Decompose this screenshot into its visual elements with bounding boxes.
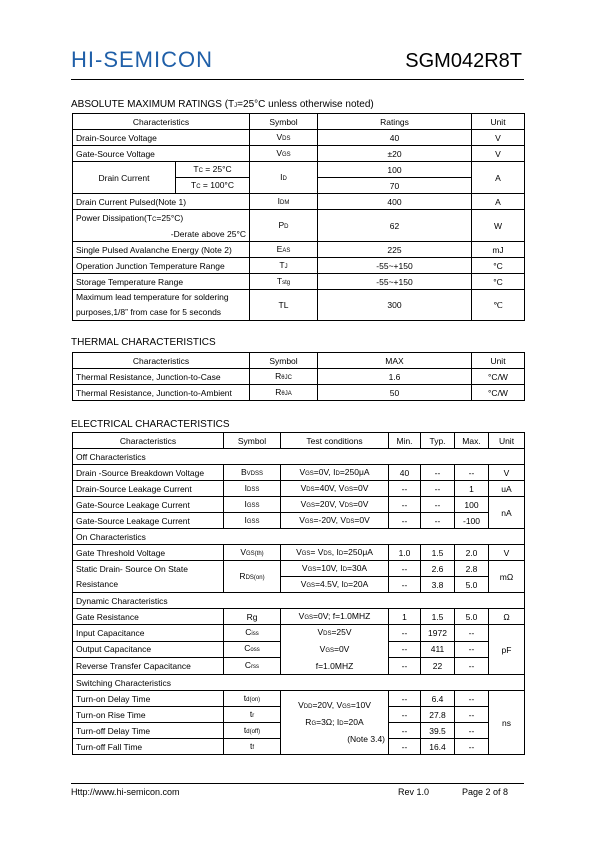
cond-cell: VGS=0V, ID=250μA xyxy=(281,465,389,481)
value-cell: 62 xyxy=(318,210,472,242)
sym-main: t xyxy=(249,740,253,751)
max-cell: 2.0 xyxy=(455,545,489,561)
sym-sub: J xyxy=(284,263,288,270)
header-rule xyxy=(71,79,524,80)
section-label: Switching Characteristics xyxy=(73,675,525,691)
typ-cell: 16.4 xyxy=(421,739,455,755)
char-line-2: -Derate above 25°C xyxy=(170,228,246,239)
unit-cell: A xyxy=(472,194,525,210)
char-cell: Input Capacitance xyxy=(73,625,224,642)
typ-cell: -- xyxy=(421,465,455,481)
sym-main: P xyxy=(278,219,285,230)
max-cell: -- xyxy=(455,625,489,642)
table-header-row xyxy=(73,114,525,130)
sym-sub: θJA xyxy=(281,390,292,397)
sym-main: C xyxy=(244,660,252,671)
value-cell: 100 xyxy=(318,162,472,178)
cond-sub: C xyxy=(196,183,201,190)
unit-cell: nA xyxy=(489,497,525,529)
typ-cell: 1.5 xyxy=(421,609,455,625)
table-row xyxy=(73,258,525,274)
typ-cell: 22 xyxy=(421,658,455,675)
header-cell: Symbol xyxy=(250,114,318,130)
symbol-cell xyxy=(224,625,281,642)
sym-sub: GS(th) xyxy=(246,550,264,557)
min-cell: -- xyxy=(389,707,421,723)
unit-cell: °C xyxy=(472,274,525,290)
char-main: Power Dissipation(T xyxy=(76,212,153,223)
cond-rest: = 25°C xyxy=(202,163,232,174)
typ-cell: -- xyxy=(421,497,455,513)
sym-sub: stg xyxy=(282,279,291,286)
symbol-cell xyxy=(250,162,318,194)
char-cell: Drain -Source Breakdown Voltage xyxy=(73,465,224,481)
abs-max-title xyxy=(71,99,374,110)
value-cell: 50 xyxy=(318,385,472,401)
sym-main: V xyxy=(240,546,246,557)
unit-cell: uA xyxy=(489,481,525,497)
section-label: Off Characteristics xyxy=(73,449,525,465)
max-cell: 2.8 xyxy=(455,561,489,577)
sym-main: I xyxy=(244,514,247,525)
unit-cell: mΩ xyxy=(489,561,525,593)
typ-cell: 1.5 xyxy=(421,545,455,561)
unit-cell: mJ xyxy=(472,242,525,258)
header-cell: Characteristics xyxy=(73,114,250,130)
header-cell: Test conditions xyxy=(281,433,389,449)
table-header-row xyxy=(73,433,525,449)
min-cell: -- xyxy=(389,481,421,497)
min-cell: -- xyxy=(389,723,421,739)
symbol-cell xyxy=(250,369,318,385)
cap-cond-cell xyxy=(281,625,389,675)
symbol-cell xyxy=(224,561,281,593)
sym-main: B xyxy=(240,466,247,477)
cond-cell: VGS=4.5V, ID=20A xyxy=(281,577,389,593)
table-row xyxy=(73,210,525,242)
cap-cond-line: VGS=0V xyxy=(319,644,350,654)
sw-cond-line: VDD=20V, VGS=10V xyxy=(298,700,371,710)
min-cell: -- xyxy=(389,691,421,707)
cap-cond-line: VDS=25V xyxy=(317,627,352,637)
symbol-cell xyxy=(250,146,318,162)
symbol-cell xyxy=(250,258,318,274)
sym-sub: DS(on) xyxy=(245,574,265,581)
sym-main: R xyxy=(239,570,246,581)
sym-main: I xyxy=(280,171,283,182)
char-cell: Gate-Source Voltage xyxy=(73,146,250,162)
char-cell xyxy=(73,561,224,593)
unit-cell: °C/W xyxy=(472,385,525,401)
footer-rule xyxy=(71,783,524,784)
table-row xyxy=(73,561,525,577)
char-cell: Operation Junction Temperature Range xyxy=(73,258,250,274)
max-cell: -100 xyxy=(455,513,489,529)
max-cell: -- xyxy=(455,641,489,658)
sym-sub: iss xyxy=(251,630,259,637)
value-cell: 70 xyxy=(318,178,472,194)
abs-max-title-text: ABSOLUTE MAXIMUM RATINGS (T xyxy=(71,99,235,110)
thermal-title: THERMAL CHARACTERISTICS xyxy=(71,337,216,348)
table-row xyxy=(73,130,525,146)
sym-main: E xyxy=(276,243,283,254)
sym-sub: rss xyxy=(251,664,260,671)
char-cell: Drain Current xyxy=(73,162,176,194)
typ-cell: 3.8 xyxy=(421,577,455,593)
min-cell: -- xyxy=(389,513,421,529)
unit-cell: ns xyxy=(489,691,525,755)
cond-cell xyxy=(176,178,250,194)
abs-max-table xyxy=(72,113,525,321)
char-cell xyxy=(73,290,250,321)
symbol-cell xyxy=(224,545,281,561)
cond-cell: VGS=10V, ID=30A xyxy=(281,561,389,577)
char-cell xyxy=(73,210,250,242)
sym-sub: DS xyxy=(282,135,291,142)
table-row xyxy=(73,513,525,529)
value-cell: 1.6 xyxy=(318,369,472,385)
sym-sub: f xyxy=(252,744,255,751)
header-cell: Typ. xyxy=(421,433,455,449)
abs-max-title-rest: =25°C unless otherwise noted) xyxy=(237,99,374,110)
symbol-cell xyxy=(250,274,318,290)
table-row xyxy=(73,545,525,561)
sw-cond-line: RG=3Ω; ID=20A xyxy=(305,717,364,727)
char-cell: Turn-on Delay Time xyxy=(73,691,224,707)
char-cell: Turn-off Fall Time xyxy=(73,739,224,755)
unit-cell: Ω xyxy=(489,609,525,625)
sym-sub: r xyxy=(252,712,255,719)
max-cell: 5.0 xyxy=(455,577,489,593)
sw-cond-line: (Note 3.4) xyxy=(347,734,385,744)
unit-cell: W xyxy=(472,210,525,242)
min-cell: 1.0 xyxy=(389,545,421,561)
value-cell: -55~+150 xyxy=(318,274,472,290)
cond-cell: VGS=0V; f=1.0MHZ xyxy=(281,609,389,625)
unit-cell: V xyxy=(489,545,525,561)
sym-sub: D xyxy=(284,223,289,230)
sym-sub: GSS xyxy=(246,502,260,509)
symbol-cell xyxy=(224,641,281,658)
symbol-cell xyxy=(224,707,281,723)
typ-cell: 27.8 xyxy=(421,707,455,723)
min-cell: -- xyxy=(389,658,421,675)
table-row xyxy=(73,481,525,497)
section-row xyxy=(73,593,525,609)
sym-main: V xyxy=(276,147,282,158)
sym-main: t xyxy=(249,708,253,719)
sym-sub: D xyxy=(282,175,287,182)
char-line-1 xyxy=(76,211,246,227)
min-cell: -- xyxy=(389,561,421,577)
header-cell: Symbol xyxy=(224,433,281,449)
symbol-cell xyxy=(250,130,318,146)
sym-main: T xyxy=(279,259,285,270)
sym-sub: DM xyxy=(280,199,290,206)
max-cell: -- xyxy=(455,691,489,707)
abs-max-title-sub: J xyxy=(234,103,238,109)
header-cell: Symbol xyxy=(250,353,318,369)
max-cell: -- xyxy=(455,465,489,481)
sym-main: t xyxy=(243,692,247,703)
cond-cell: VGS=20V, VDS=0V xyxy=(281,497,389,513)
company-logo: HI-SEMICON xyxy=(71,47,213,72)
header-cell: Unit xyxy=(472,353,525,369)
sym-main: R xyxy=(275,386,282,397)
unit-cell: °C xyxy=(472,258,525,274)
table-header-row xyxy=(73,353,525,369)
unit-cell: V xyxy=(489,465,525,481)
value-cell: -55~+150 xyxy=(318,258,472,274)
max-cell: -- xyxy=(455,739,489,755)
sym-sub: GS xyxy=(282,151,291,158)
symbol-cell xyxy=(250,210,318,242)
symbol-cell xyxy=(250,242,318,258)
table-row xyxy=(73,385,525,401)
symbol-cell xyxy=(224,691,281,707)
section-row xyxy=(73,529,525,545)
char-cell: Turn-off Delay Time xyxy=(73,723,224,739)
typ-cell: 39.5 xyxy=(421,723,455,739)
sym-sub: DSS xyxy=(247,486,260,493)
min-cell: 1 xyxy=(389,609,421,625)
sym-sub: θJC xyxy=(281,374,292,381)
sym-sub: d(off) xyxy=(246,728,261,735)
sym-sub: d(on) xyxy=(246,696,261,703)
min-cell: -- xyxy=(389,577,421,593)
char-line-2: purposes,1/8” from case for 5 seconds xyxy=(76,307,222,317)
symbol-cell xyxy=(224,513,281,529)
symbol-cell xyxy=(224,497,281,513)
sym-sub: GSS xyxy=(246,518,260,525)
char-cell: Single Pulsed Avalanche Energy (Note 2) xyxy=(73,242,250,258)
symbol-cell xyxy=(224,465,281,481)
header-cell: Unit xyxy=(489,433,525,449)
char-line-1: Static Drain- Source On State xyxy=(76,563,188,574)
thermal-table xyxy=(72,352,525,401)
unit-cell: V xyxy=(472,146,525,162)
sym-main: C xyxy=(244,643,251,654)
table-row xyxy=(73,609,525,625)
table-row xyxy=(73,242,525,258)
unit-cell: °C/W xyxy=(472,369,525,385)
electrical-table xyxy=(72,432,525,755)
sym-main: I xyxy=(277,195,281,206)
value-cell: 40 xyxy=(318,130,472,146)
table-row xyxy=(73,369,525,385)
cond-main: T xyxy=(193,163,199,174)
unit-cell: A xyxy=(472,162,525,194)
symbol-cell xyxy=(224,723,281,739)
max-cell: -- xyxy=(455,707,489,723)
sym-main: t xyxy=(243,724,247,735)
char-sub: C xyxy=(152,216,157,223)
section-row xyxy=(73,449,525,465)
cond-main: T xyxy=(191,179,197,190)
cap-cond-line: f=1.0MHZ xyxy=(315,661,354,671)
char-line-2: Resistance xyxy=(76,578,119,589)
value-cell: 300 xyxy=(318,290,472,321)
section-row xyxy=(73,675,525,691)
max-cell: -- xyxy=(455,658,489,675)
char-cell: Reverse Transfer Capacitance xyxy=(73,658,224,675)
header-cell: Ratings xyxy=(318,114,472,130)
char-cell: Gate-Source Leakage Current xyxy=(73,513,224,529)
sym-sub: AS xyxy=(282,247,291,254)
section-label: Dynamic Characteristics xyxy=(73,593,525,609)
table-row xyxy=(73,691,525,707)
cond-cell: VDS=40V, VGS=0V xyxy=(281,481,389,497)
min-cell: -- xyxy=(389,625,421,642)
cond-rest: = 100°C xyxy=(200,179,234,190)
sym-main: C xyxy=(245,626,252,637)
sym-main: V xyxy=(276,131,283,142)
table-row xyxy=(73,162,525,178)
electrical-title: ELECTRICAL CHARACTERISTICS xyxy=(71,419,230,430)
char-cell: Gate-Source Leakage Current xyxy=(73,497,224,513)
table-row xyxy=(73,497,525,513)
table-row xyxy=(73,194,525,210)
header-cell: Characteristics xyxy=(73,353,250,369)
char-cell: Output Capacitance xyxy=(73,641,224,658)
header-cell: MAX xyxy=(318,353,472,369)
typ-cell: -- xyxy=(421,513,455,529)
sw-cond-cell xyxy=(281,691,389,755)
cond-cell xyxy=(176,162,250,178)
value-cell: ±20 xyxy=(318,146,472,162)
char-line-1: Maximum lead temperature for soldering xyxy=(76,292,229,302)
symbol-cell: TL xyxy=(250,290,318,321)
unit-cell: pF xyxy=(489,625,525,675)
sym-main: T xyxy=(276,275,283,286)
section-label: On Characteristics xyxy=(73,529,525,545)
symbol-cell xyxy=(224,658,281,675)
header-cell: Min. xyxy=(389,433,421,449)
table-row xyxy=(73,465,525,481)
cond-cell: VGS=-20V, VDS=0V xyxy=(281,513,389,529)
unit-cell: V xyxy=(472,130,525,146)
typ-cell: 6.4 xyxy=(421,691,455,707)
table-row xyxy=(73,290,525,321)
sym-sub: oss xyxy=(250,647,260,654)
min-cell: -- xyxy=(389,641,421,658)
sym-main: I xyxy=(244,498,247,509)
footer-page-number: Page 2 of 8 xyxy=(462,787,509,797)
sym-main: R xyxy=(275,370,282,381)
char-cell: Drain-Source Leakage Current xyxy=(73,481,224,497)
part-number: SGM042R8T xyxy=(405,50,522,72)
typ-cell: 2.6 xyxy=(421,561,455,577)
typ-cell: 1972 xyxy=(421,625,455,642)
char-cell: Thermal Resistance, Junction-to-Ambient xyxy=(73,385,250,401)
cond-sub: C xyxy=(198,167,203,174)
cond-cell: VGS= VDS, ID=250μA xyxy=(281,545,389,561)
typ-cell: -- xyxy=(421,481,455,497)
min-cell: 40 xyxy=(389,465,421,481)
char-cell: Drain Current Pulsed(Note 1) xyxy=(73,194,250,210)
min-cell: -- xyxy=(389,497,421,513)
symbol-cell xyxy=(224,481,281,497)
char-cell: Turn-on Rise Time xyxy=(73,707,224,723)
header-cell: Max. xyxy=(455,433,489,449)
symbol-cell xyxy=(250,385,318,401)
footer-url[interactable]: Http://www.hi-semicon.com xyxy=(71,787,180,797)
char-rest: =25°C) xyxy=(156,212,184,223)
min-cell: -- xyxy=(389,739,421,755)
table-row xyxy=(73,625,525,642)
max-cell: 1 xyxy=(455,481,489,497)
value-cell: 225 xyxy=(318,242,472,258)
header-cell: Unit xyxy=(472,114,525,130)
table-row xyxy=(73,146,525,162)
char-cell: Drain-Source Voltage xyxy=(73,130,250,146)
table-row xyxy=(73,274,525,290)
max-cell: 5.0 xyxy=(455,609,489,625)
sym-main: I xyxy=(244,482,248,493)
max-cell: -- xyxy=(455,723,489,739)
sym-sub: VDSS xyxy=(246,470,263,477)
symbol-cell xyxy=(250,194,318,210)
char-cell: Storage Temperature Range xyxy=(73,274,250,290)
value-cell: 400 xyxy=(318,194,472,210)
max-cell: 100 xyxy=(455,497,489,513)
symbol-cell: Rg xyxy=(224,609,281,625)
header-cell: Characteristics xyxy=(73,433,224,449)
char-cell: Gate Threshold Voltage xyxy=(73,545,224,561)
char-cell: Thermal Resistance, Junction-to-Case xyxy=(73,369,250,385)
char-cell: Gate Resistance xyxy=(73,609,224,625)
typ-cell: 411 xyxy=(421,641,455,658)
footer-revision: Rev 1.0 xyxy=(398,787,430,797)
unit-cell: ℃ xyxy=(472,290,525,321)
symbol-cell xyxy=(224,739,281,755)
